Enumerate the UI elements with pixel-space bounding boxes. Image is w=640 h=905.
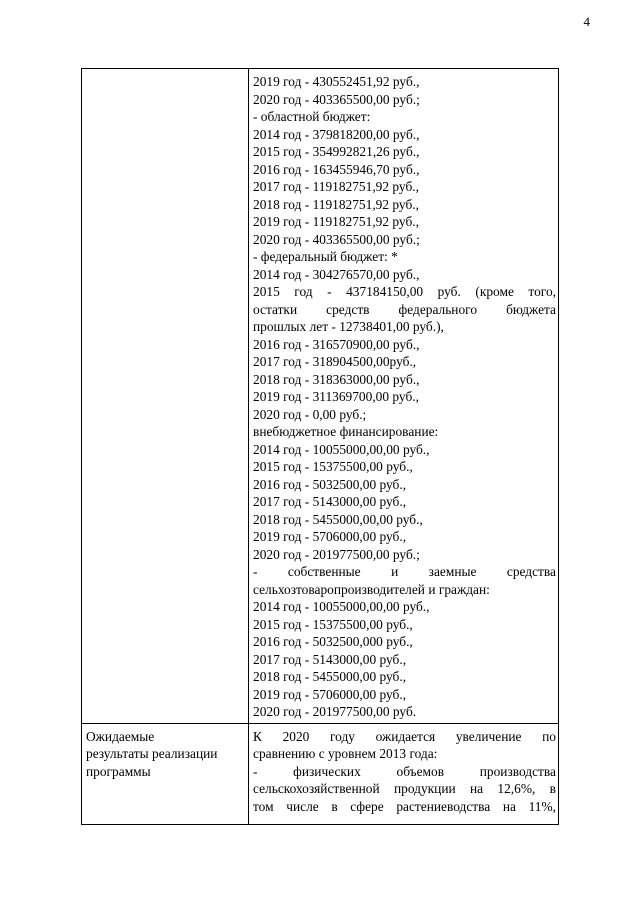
results-line: том числе в сфере растениеводства на 11%, xyxy=(253,798,556,814)
funding-line: 2016 год - 5032500,000 руб., xyxy=(253,634,413,649)
results-label-cell xyxy=(82,723,249,824)
program-passport-table xyxy=(81,68,559,825)
page-number: 4 xyxy=(583,14,590,29)
funding-line: 2020 год - 0,00 руб.; xyxy=(253,406,367,422)
funding-line: 2018 год - 5455000,00 руб., xyxy=(253,669,407,684)
funding-line: прошлых лет - 12738401,00 руб.), xyxy=(253,319,444,334)
funding-line: 2015 год - 437184150,00 руб. (кроме того, xyxy=(253,284,556,299)
funding-line: 2017 год - 318904500,00руб., xyxy=(253,354,417,369)
funding-line: 2018 год - 318363000,00 руб., xyxy=(253,371,420,387)
funding-line: 2019 год - 311369700,00 руб., xyxy=(253,389,419,404)
funding-line: 2015 год - 15375500,00 руб., xyxy=(253,459,413,474)
funding-line: 2017 год - 5143000,00 руб., xyxy=(253,651,407,667)
funding-row xyxy=(82,69,559,724)
funding-label-cell xyxy=(82,69,249,724)
funding-line: 2015 год - 15375500,00 руб., xyxy=(253,616,413,632)
results-line: - физических объемов производства xyxy=(253,763,556,779)
funding-line: 2014 год - 10055000,00,00 руб., xyxy=(253,441,430,457)
funding-line: 2017 год - 119182751,92 руб., xyxy=(253,179,419,194)
results-line: К 2020 году ожидается увеличение по xyxy=(253,728,556,744)
results-content-cell xyxy=(249,723,559,824)
funding-line: 2019 год - 119182751,92 руб., xyxy=(253,214,419,229)
funding-line: 2014 год - 304276570,00 руб., xyxy=(253,266,420,282)
funding-line: 2014 год - 10055000,00,00 руб., xyxy=(253,599,430,614)
funding-line: внебюджетное финансирование: xyxy=(253,424,439,439)
funding-line: 2020 год - 201977500,00 руб. xyxy=(253,704,417,719)
funding-line: 2016 год - 5032500,00 руб., xyxy=(253,476,407,492)
funding-line: 2019 год - 5706000,00 руб., xyxy=(253,686,407,702)
funding-line: 2016 год - 316570900,00 руб., xyxy=(253,336,420,352)
funding-line: - федеральный бюджет: * xyxy=(253,249,398,264)
funding-line: 2020 год - 403365500,00 руб.; xyxy=(253,91,420,107)
funding-line: 2020 год - 403365500,00 руб.; xyxy=(253,231,420,247)
results-line: сельскохозяйственной продукции на 12,6%, в xyxy=(253,781,556,796)
funding-line: 2014 год - 379818200,00 руб., xyxy=(253,126,420,142)
funding-line: остатки средств федерального бюджета xyxy=(253,301,556,317)
funding-line: 2018 год - 5455000,00,00 руб., xyxy=(253,511,423,527)
funding-line: 2017 год - 5143000,00 руб., xyxy=(253,494,407,509)
funding-content-cell xyxy=(249,69,559,724)
results-label-line: Ожидаемые xyxy=(86,728,155,744)
funding-line: - собственные и заемные средства xyxy=(253,564,556,579)
funding-line: 2020 год - 201977500,00 руб.; xyxy=(253,546,420,562)
funding-line: 2019 год - 430552451,92 руб., xyxy=(253,74,420,89)
funding-line: сельхозтоваропроизводителей и граждан: xyxy=(253,581,490,597)
results-label-line: результаты реализации xyxy=(86,746,218,761)
funding-line: 2019 год - 5706000,00 руб., xyxy=(253,529,407,544)
funding-line: 2016 год - 163455946,70 руб., xyxy=(253,161,420,177)
results-line: сравнению с уровнем 2013 года: xyxy=(253,746,438,761)
funding-line: 2018 год - 119182751,92 руб., xyxy=(253,196,419,212)
results-label-line: программы xyxy=(86,763,151,779)
results-row xyxy=(82,723,559,824)
funding-line: 2015 год - 354992821,26 руб., xyxy=(253,144,420,159)
funding-line: - областной бюджет: xyxy=(253,109,371,124)
